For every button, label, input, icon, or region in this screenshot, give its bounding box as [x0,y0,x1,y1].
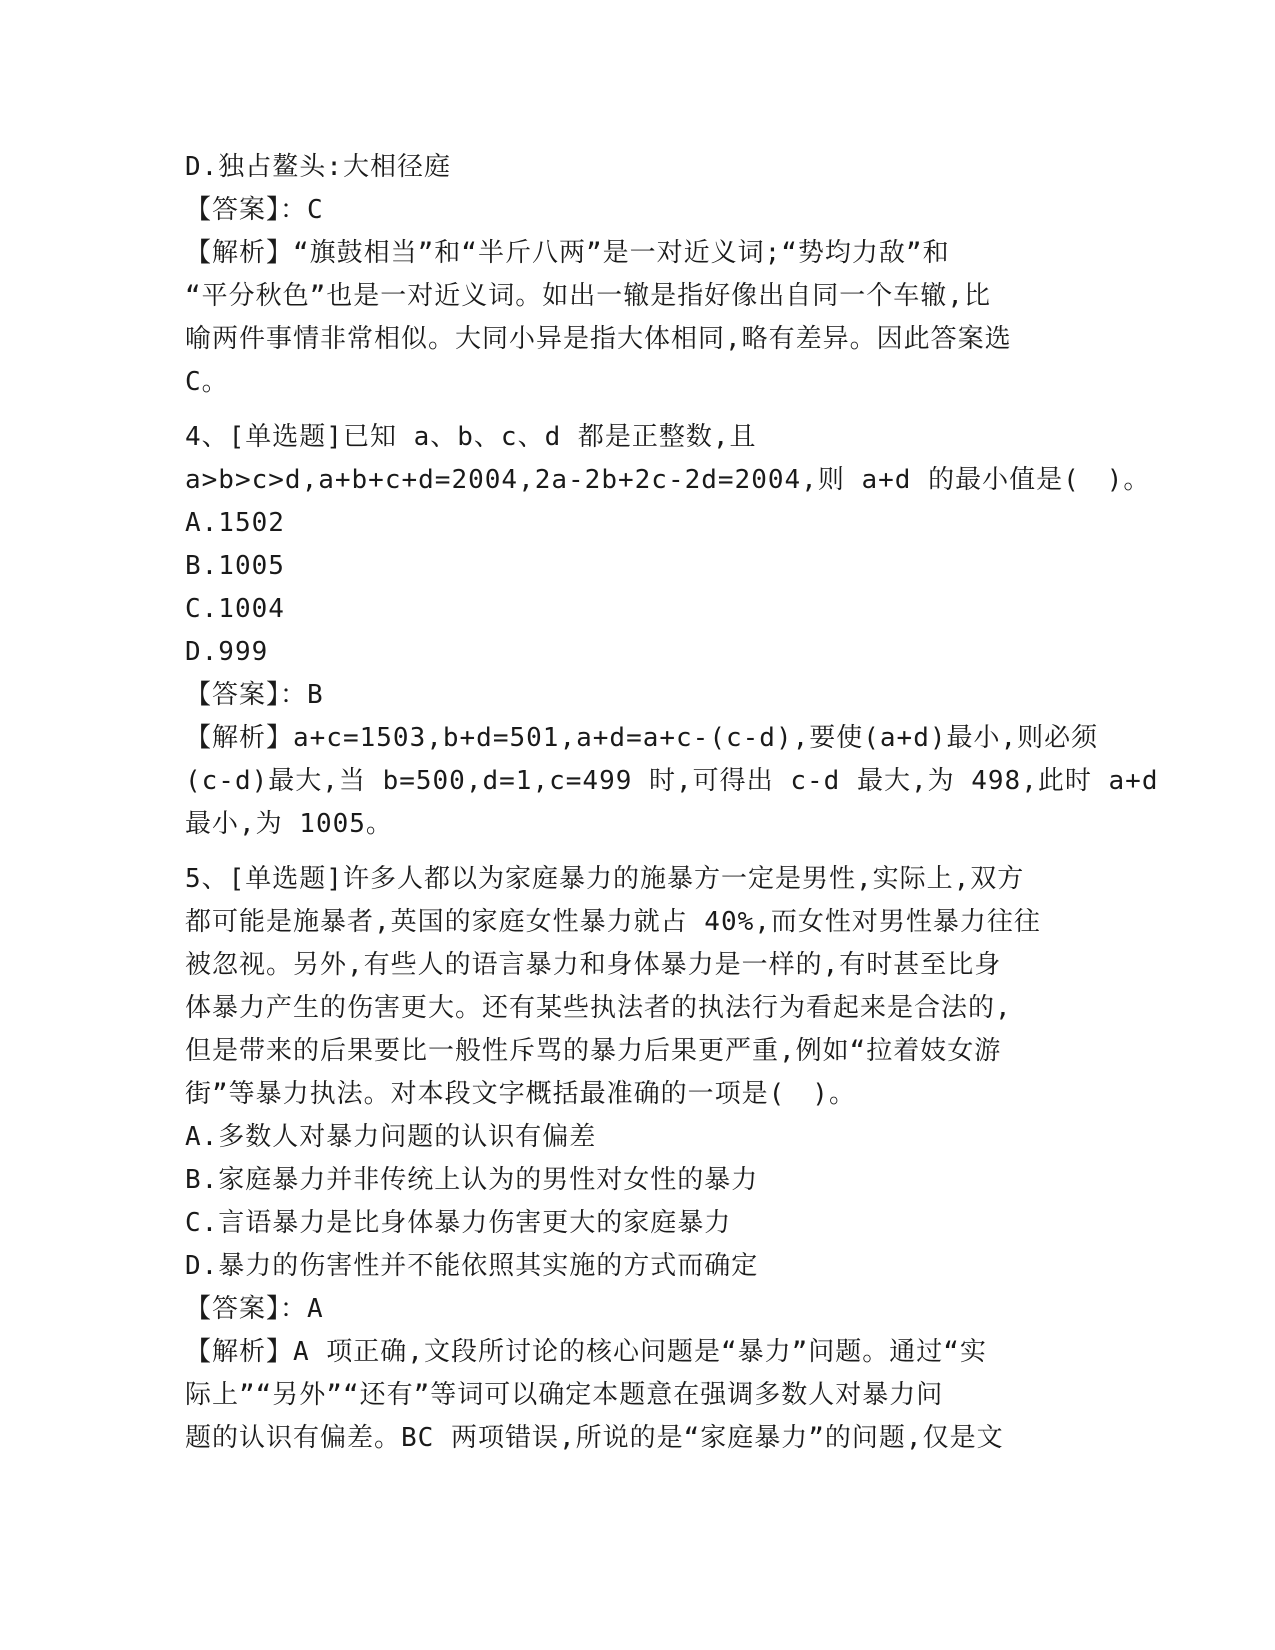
q4-stem-line: a>b>c>d,a+b+c+d=2004,2a-2b+2c-2d=2004,则 a+d 的最小值是( )。 [185,465,1151,495]
q5-stem-line: 体暴力产生的伤害更大。还有某些执法者的执法行为看起来是合法的, [185,993,1012,1023]
prev-option-d: D.独占鳌头:大相径庭 [185,152,451,182]
q5-explanation-line: 题的认识有偏差。BC 两项错误,所说的是“家庭暴力”的问题,仅是文 [185,1423,1004,1453]
spacer [185,404,1085,416]
q5-option-b: B.家庭暴力并非传统上认为的男性对女性的暴力 [185,1165,759,1195]
q5-option-a: A.多数人对暴力问题的认识有偏差 [185,1122,597,1152]
q4-option-c: C.1004 [185,594,285,624]
q5-explanation-line: 【解析】A 项正确,文段所讨论的核心问题是“暴力”问题。通过“实 [185,1337,987,1367]
q4-explanation-line: 【解析】a+c=1503,b+d=501,a+d=a+c-(c-d),要使(a+d)最小,则必须 [185,723,1099,753]
prev-answer: 【答案】：C [185,195,324,225]
q4-stem-line: 4、[单选题]已知 a、b、c、d 都是正整数,且 [185,422,757,452]
q5-explanation-line: 际上”“另外”“还有”等词可以确定本题意在强调多数人对暴力问 [185,1380,944,1410]
prev-explanation-line: 喻两件事情非常相似。大同小异是指大体相同,略有差异。因此答案选 [185,324,1012,354]
q4-option-d: D.999 [185,637,269,667]
prev-explanation-line: “平分秋色”也是一对近义词。如出一辙是指好像出自同一个车辙,比 [185,281,991,311]
q5-stem-line: 5、[单选题]许多人都以为家庭暴力的施暴方一定是男性,实际上,双方 [185,864,1025,894]
q4-explanation-line: 最小,为 1005。 [185,809,393,839]
document-page [185,146,1159,1460]
q4-explanation-line: (c-d)最大,当 b=500,d=1,c=499 时,可得出 c-d 最大,为 498,此时 a+d [185,766,1159,796]
prev-explanation-line: C。 [185,367,229,397]
prev-explanation-line: 【解析】“旗鼓相当”和“半斤八两”是一对近义词;“势均力敌”和 [185,238,950,268]
q4-answer: 【答案】：B [185,680,324,710]
q5-option-c: C.言语暴力是比身体暴力伤害更大的家庭暴力 [185,1208,732,1238]
q5-answer: 【答案】：A [185,1294,324,1324]
q5-stem-line: 街”等暴力执法。对本段文字概括最准确的一项是( )。 [185,1079,856,1109]
q5-stem-line: 被忽视。另外,有些人的语言暴力和身体暴力是一样的,有时甚至比身 [185,950,1002,980]
spacer [185,846,1085,858]
q4-option-a: A.1502 [185,508,285,538]
q5-option-d: D.暴力的伤害性并不能依照其实施的方式而确定 [185,1251,759,1281]
q4-option-b: B.1005 [185,551,285,581]
q5-stem-line: 都可能是施暴者,英国的家庭女性暴力就占 40%,而女性对男性暴力往往 [185,907,1041,937]
q5-stem-line: 但是带来的后果要比一般性斥骂的暴力后果更严重,例如“拉着妓女游 [185,1036,1002,1066]
